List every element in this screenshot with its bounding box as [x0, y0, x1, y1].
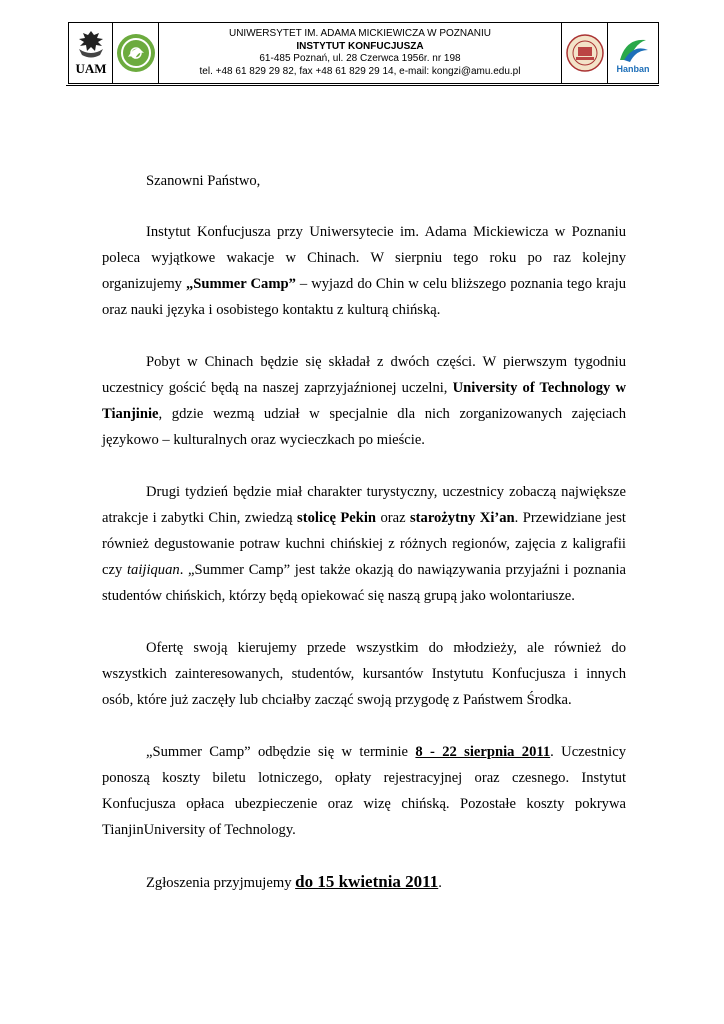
- p6-text-a: Zgłoszenia przyjmujemy: [146, 875, 296, 891]
- paragraph-6: [102, 869, 626, 896]
- tianjin-university-seal: [562, 23, 608, 83]
- header-rule: [66, 85, 659, 86]
- svg-text:UAM: UAM: [74, 61, 107, 76]
- paragraph-3: [102, 479, 626, 609]
- paragraph-2: [102, 349, 626, 453]
- p3-text-a: Drugi tydzień będzie miał charakter turystyczny, uczestnicy zobaczą największe atrakcje i zabytki Chin, zwiedzą: [102, 484, 626, 526]
- p3-xian: starożytny Xi’an: [409, 510, 515, 526]
- p2-text-a: Pobyt w Chinach będzie się składał z dwóch części. W pierwszym tygodniu uczestnicy gościć będą na naszej zaprzyjaźnionej uczelni,: [102, 354, 626, 396]
- paragraph-5: [102, 739, 626, 843]
- address: 61-485 Poznań, ul. 28 Czerwca 1956r. nr 198: [259, 53, 461, 64]
- paragraph-4: Ofertę swoją kierujemy przede wszystkim do młodzieży, ale również do wszystkich zainteresowanych, studentów, kursantów Instytutu Konfucjusza i innych osób, które już zaczęły lub chciałby zacząć swoją przygodę z Państwem Środka.: [102, 640, 626, 708]
- confucius-institute-logo: [113, 23, 159, 83]
- p1-text-a: Instytut Konfucjusza przy Uniwersytecie im. Adama Mickiewicza w Poznaniu poleca wyjątkowe wakacje w Chinach. W sierpniu tego roku po raz kolejny organizujemy: [102, 224, 626, 292]
- university-name: UNIWERSYTET IM. ADAMA MICKIEWICZA W POZNANIU: [228, 28, 492, 39]
- letterhead: [68, 22, 659, 84]
- paragraph-1: [102, 219, 626, 323]
- salutation: Szanowni Państwo,: [146, 173, 261, 189]
- p2-university: University of Technology w Tianjinie: [102, 380, 626, 422]
- svg-text:Hanban: Hanban: [616, 64, 650, 74]
- p3-text-g: . „Summer Camp” jest także okazją do nawiązywania przyjaźni i poznania studentów chińskich, którzy będą opiekować się naszą grupą jako wolontariusze.: [102, 562, 626, 604]
- letter-body: [102, 168, 626, 896]
- p3-beijing: stolicę Pekin: [297, 510, 377, 526]
- hanban-logo: [608, 23, 658, 83]
- letterhead-text: [159, 23, 562, 83]
- confucius-emblem-icon: [115, 32, 157, 74]
- institute-name: INSTYTUT KONFUCJUSZA: [296, 40, 424, 52]
- p5-text-a: „Summer Camp” odbędzie się w terminie: [146, 744, 416, 760]
- p6-text-c: .: [438, 875, 442, 891]
- uam-logo: [69, 23, 113, 83]
- hanban-emblem-icon: [610, 30, 656, 76]
- p3-text-c: oraz: [376, 510, 410, 526]
- p5-dates: 8 - 22 sierpnia 2011: [415, 744, 551, 760]
- p1-summer-camp: „Summer Camp”: [185, 276, 296, 292]
- contact-info: tel. +48 61 829 29 82, fax +48 61 829 29 14, e-mail: kongzi@amu.edu.pl: [199, 65, 521, 77]
- p6-deadline: do 15 kwietnia 2011: [295, 872, 439, 891]
- uam-eagle-icon: [71, 27, 111, 79]
- p3-text-e: . Przewidziane jest również degustowanie potraw kuchni chińskiej z różnych regionów, zajęcia z kaligrafii czy: [102, 510, 626, 578]
- p1-text-c: – wyjazd do Chin w celu bliższego poznania tego kraju oraz nauki języka i osobistego kontaktu z kulturą chińską.: [102, 276, 626, 318]
- p2-text-c: , gdzie wezmą udział w specjalnie dla nich zorganizowanych zajęciach językowo – kulturalnych oraz wycieczkach po mieście.: [102, 406, 626, 448]
- p5-text-c: . Uczestnicy ponoszą koszty biletu lotniczego, opłaty rejestracyjnej oraz czesnego. Instytut Konfucjusza opłaca ubezpieczenie oraz wizę chińską. Pozostałe koszty pokrywa TianjinUniversity of Technology.: [102, 744, 626, 838]
- p3-taijiquan: taijiquan: [126, 562, 180, 578]
- seal-icon: [565, 33, 605, 73]
